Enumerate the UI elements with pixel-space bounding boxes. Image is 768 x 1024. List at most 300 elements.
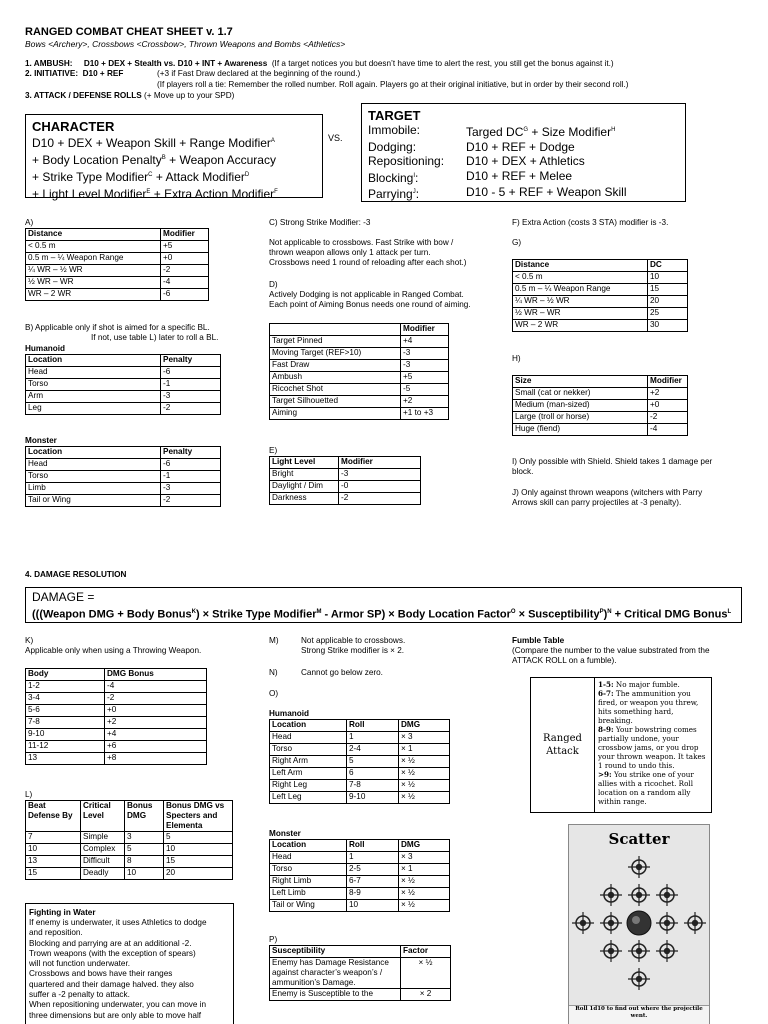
initiative-note-1: (+3 if Fast Draw declared at the beginning of the round.) bbox=[157, 69, 361, 78]
table-row bbox=[26, 459, 221, 471]
target-row-label: Dodging: bbox=[368, 139, 417, 154]
attack-modifier-table bbox=[269, 323, 449, 420]
table-header-cell: Location bbox=[270, 840, 347, 852]
table-cell: Head bbox=[26, 367, 161, 379]
note-i-text-2: block. bbox=[512, 467, 534, 476]
table-cell: Ricochet Shot bbox=[270, 384, 401, 396]
table-row bbox=[513, 284, 688, 296]
table-row bbox=[513, 272, 688, 284]
vs-label: VS. bbox=[328, 133, 343, 143]
table-cell: +2 bbox=[401, 396, 449, 408]
water-line: will not function underwater. bbox=[29, 959, 131, 969]
water-line: quartered and their damage halved. they also bbox=[29, 979, 194, 989]
water-text bbox=[29, 918, 230, 1021]
table-cell: 15 bbox=[26, 868, 81, 880]
scatter-title: Scatter bbox=[608, 830, 670, 848]
table-cell: 5-6 bbox=[26, 705, 105, 717]
ambush-label: 1. AMBUSH: bbox=[25, 59, 73, 68]
table-cell: -3 bbox=[161, 483, 221, 495]
scatter-diagram bbox=[569, 853, 709, 1003]
note-j-text-1: J) Only against thrown weapons (witchers with Parry bbox=[512, 488, 703, 497]
target-row-label: Parrying$^J$: bbox=[368, 187, 420, 201]
table-cell: -1 bbox=[161, 471, 221, 483]
scatter-target-dot bbox=[608, 920, 614, 926]
table-cell: -6 bbox=[161, 367, 221, 379]
table-cell: +1 to +3 bbox=[401, 408, 449, 420]
table-cell: 5 bbox=[164, 832, 233, 844]
table-row bbox=[270, 348, 449, 360]
scatter-center-highlight bbox=[632, 916, 640, 924]
scatter-target-dot bbox=[664, 920, 670, 926]
water-line: suffer a -2 penalty to attack. bbox=[29, 990, 130, 1000]
note-p-label: P) bbox=[269, 935, 278, 944]
note-i-text-1: I) Only possible with Shield. Shield takes 1 damage per bbox=[512, 457, 713, 466]
table-cell: × 1 bbox=[399, 744, 450, 756]
table-cell: +0 bbox=[161, 253, 209, 265]
table-header-cell: Distance bbox=[513, 260, 648, 272]
table-cell: 3 bbox=[125, 832, 164, 844]
table-row bbox=[513, 320, 688, 332]
table-header-cell: Susceptibility bbox=[270, 946, 401, 958]
table-row bbox=[270, 336, 449, 348]
table-cell: 5 bbox=[347, 756, 399, 768]
table-cell: 13 bbox=[26, 753, 105, 765]
table-cell: 15 bbox=[648, 284, 688, 296]
note-c-text-3: Crossbows need 1 round of reloading after each shot.) bbox=[269, 258, 467, 267]
table-cell: 8 bbox=[125, 856, 164, 868]
fumble-entry: 6-7: The ammunition you fired, or weapon you threw, hits something hard, breaking. bbox=[598, 689, 699, 725]
table-row bbox=[270, 900, 450, 912]
table-header-cell: Roll bbox=[347, 840, 399, 852]
table-row bbox=[270, 792, 450, 804]
table-cell: Left Leg bbox=[270, 792, 347, 804]
table-cell: Head bbox=[270, 852, 347, 864]
damage-formula-box bbox=[25, 587, 742, 623]
table-header-cell: Critical Level bbox=[81, 801, 125, 832]
table-cell: 1 bbox=[347, 732, 399, 744]
scatter-target-dot bbox=[692, 920, 698, 926]
note-m-label: M) bbox=[269, 636, 279, 645]
table-header-row bbox=[26, 447, 221, 459]
table-cell: 30 bbox=[648, 320, 688, 332]
table-header-cell: DMG bbox=[399, 720, 450, 732]
table-cell: +4 bbox=[401, 336, 449, 348]
table-cell: 11-12 bbox=[26, 741, 105, 753]
table-header-row bbox=[513, 376, 688, 388]
table-cell: ½ WR – WR bbox=[26, 277, 161, 289]
table-cell: Tail or Wing bbox=[26, 495, 161, 507]
table-cell: 25 bbox=[648, 308, 688, 320]
table-header-cell: Body bbox=[26, 669, 105, 681]
table-row bbox=[26, 241, 209, 253]
table-cell: +4 bbox=[105, 729, 207, 741]
table-cell: Leg bbox=[26, 403, 161, 415]
table-cell: ¼ WR – ½ WR bbox=[513, 296, 648, 308]
susceptibility-table bbox=[269, 945, 451, 1001]
table-header-cell: DMG Bonus bbox=[105, 669, 207, 681]
table-cell: Left Limb bbox=[270, 888, 347, 900]
table-cell: ½ WR – WR bbox=[513, 308, 648, 320]
table-cell: -5 bbox=[401, 384, 449, 396]
table-cell: Right Arm bbox=[270, 756, 347, 768]
table-row bbox=[270, 408, 449, 420]
ambush-formula: D10 + DEX + Stealth vs. D10 + INT + Awareness bbox=[83, 59, 268, 68]
note-d-label: D) bbox=[269, 280, 278, 289]
table-cell: Torso bbox=[270, 864, 347, 876]
table-header-row bbox=[513, 260, 688, 272]
fumble-entry: 8-9: Your bowstring comes partially undone, your crossbow jams, or you drop your thrown weapon. It takes 1 round to undo this. bbox=[598, 725, 706, 770]
table-cell: -3 bbox=[339, 469, 421, 481]
table-header-row bbox=[26, 229, 209, 241]
fumble-text-1: (Compare the number to the value substrated from the bbox=[512, 646, 710, 655]
table-cell: 15 bbox=[164, 856, 233, 868]
table-cell: 10 bbox=[347, 900, 399, 912]
note-h-label: H) bbox=[512, 354, 521, 363]
table-header-row bbox=[26, 355, 221, 367]
table-cell: Deadly bbox=[81, 868, 125, 880]
table-row bbox=[513, 296, 688, 308]
table-row bbox=[270, 732, 450, 744]
target-row-formula: D10 + REF + Melee bbox=[466, 168, 573, 183]
table-row bbox=[26, 265, 209, 277]
table-header-cell: Size bbox=[513, 376, 648, 388]
table-cell: Tail or Wing bbox=[270, 900, 347, 912]
note-o-humanoid: Humanoid bbox=[269, 709, 310, 718]
table-row bbox=[26, 868, 233, 880]
table-cell: Simple bbox=[81, 832, 125, 844]
table-cell: -2 bbox=[648, 412, 688, 424]
table-cell: 7-8 bbox=[26, 717, 105, 729]
table-cell: Huge (fiend) bbox=[513, 424, 648, 436]
damage-label: DAMAGE = bbox=[32, 590, 95, 604]
target-heading: TARGET bbox=[368, 108, 421, 123]
initiative-formula: D10 + REF bbox=[82, 69, 124, 78]
note-k-text: Applicable only when using a Throwing Weapon. bbox=[25, 646, 202, 655]
table-cell: +2 bbox=[105, 717, 207, 729]
note-m-text-1: Not applicable to crossbows. bbox=[301, 636, 406, 645]
fumble-entry: 1-5: No major fumble. bbox=[598, 680, 680, 689]
character-line-4: + Light Level Modifier$^E$ + Extra Action Modifier$^F$ bbox=[32, 187, 278, 201]
table-row bbox=[26, 856, 233, 868]
table-cell: -4 bbox=[105, 681, 207, 693]
water-line: Crossbows and bows have their ranges bbox=[29, 969, 173, 979]
table-header-cell: Light Level bbox=[270, 457, 339, 469]
table-row bbox=[26, 495, 221, 507]
table-header-row bbox=[270, 457, 421, 469]
note-b-text-1: B) Applicable only if shot is aimed for a specific BL. bbox=[25, 323, 210, 332]
table-header-cell: Modifier bbox=[401, 324, 449, 336]
table-row bbox=[26, 277, 209, 289]
table-row bbox=[270, 852, 450, 864]
table-cell: -3 bbox=[401, 360, 449, 372]
note-j-text-2: Arrows skill can parry projectiles at -3 penalty). bbox=[512, 498, 682, 507]
table-header-cell: Modifier bbox=[648, 376, 688, 388]
table-cell: Daylight / Dim bbox=[270, 481, 339, 493]
character-line-3: + Strike Type Modifier$^C$ + Attack Modifier$^D$ bbox=[32, 170, 250, 184]
table-header-cell: DMG bbox=[399, 840, 450, 852]
table-header-cell: Factor bbox=[401, 946, 451, 958]
table-cell: +8 bbox=[105, 753, 207, 765]
table-row bbox=[270, 469, 421, 481]
table-row bbox=[26, 289, 209, 301]
scatter-target-dot bbox=[636, 976, 642, 982]
note-e-label: E) bbox=[269, 446, 278, 455]
table-cell: Arm bbox=[26, 391, 161, 403]
table-cell: -2 bbox=[105, 693, 207, 705]
bl-factor-monster-table bbox=[269, 839, 450, 912]
table-cell: Torso bbox=[270, 744, 347, 756]
table-cell: +5 bbox=[161, 241, 209, 253]
table-cell: +5 bbox=[401, 372, 449, 384]
note-k-label: K) bbox=[25, 636, 34, 645]
note-o-label: O) bbox=[269, 689, 279, 698]
table-header-row bbox=[270, 946, 451, 958]
scatter-figure bbox=[568, 824, 710, 1024]
target-box bbox=[361, 103, 686, 202]
water-title: Fighting in Water bbox=[29, 908, 96, 917]
initiative-label: 2. INITIATIVE: bbox=[25, 69, 79, 78]
table-cell: < 0.5 m bbox=[26, 241, 161, 253]
table-row bbox=[26, 403, 221, 415]
table-row bbox=[26, 729, 207, 741]
table-row bbox=[26, 832, 233, 844]
target-row-formula: D10 + DEX + Athletics bbox=[466, 154, 585, 168]
scatter-target-dot bbox=[580, 920, 586, 926]
table-header-cell: Location bbox=[26, 355, 161, 367]
table-cell: 13 bbox=[26, 856, 81, 868]
table-row bbox=[513, 308, 688, 320]
scatter-target-dot bbox=[608, 892, 614, 898]
table-cell: ¼ WR – ½ WR bbox=[26, 265, 161, 277]
scatter-caption: Roll 1d10 to find out where the projectile went. bbox=[569, 1005, 709, 1024]
table-cell: × ½ bbox=[399, 888, 450, 900]
table-cell: 8-9 bbox=[347, 888, 399, 900]
table-cell: Large (troll or horse) bbox=[513, 412, 648, 424]
fumble-title: Fumble Table bbox=[512, 636, 565, 645]
note-b-monster: Monster bbox=[25, 436, 57, 445]
table-cell: Ambush bbox=[270, 372, 401, 384]
scatter-center-target bbox=[627, 911, 651, 935]
table-row bbox=[26, 471, 221, 483]
table-header-row bbox=[270, 840, 450, 852]
table-cell: 6-7 bbox=[347, 876, 399, 888]
table-cell: -2 bbox=[339, 493, 421, 505]
table-cell: × ½ bbox=[399, 792, 450, 804]
table-row bbox=[270, 888, 450, 900]
note-o-monster: Monster bbox=[269, 829, 301, 838]
note-f-title: F) Extra Action (costs 3 STA) modifier is -3. bbox=[512, 218, 669, 227]
table-cell: -6 bbox=[161, 289, 209, 301]
table-cell: × ½ bbox=[399, 756, 450, 768]
fumble-table bbox=[530, 677, 712, 813]
table-cell: 0.5 m – ¼ Weapon Range bbox=[513, 284, 648, 296]
water-line: three dimensions but are only able to move half bbox=[29, 1010, 202, 1020]
character-box bbox=[25, 114, 323, 201]
table-cell: Aiming bbox=[270, 408, 401, 420]
table-row bbox=[270, 384, 449, 396]
table-header-cell: Roll bbox=[347, 720, 399, 732]
table-row bbox=[26, 483, 221, 495]
table-cell: Darkness bbox=[270, 493, 339, 505]
note-d-text-2: Each point of Aiming Bonus needs one round of aiming. bbox=[269, 300, 471, 309]
scatter-target-dot bbox=[664, 892, 670, 898]
table-cell: 10 bbox=[125, 868, 164, 880]
table-row bbox=[26, 753, 207, 765]
table-cell: 3-4 bbox=[26, 693, 105, 705]
table-cell: 10 bbox=[164, 844, 233, 856]
table-row bbox=[26, 253, 209, 265]
damage-section-title: 4. DAMAGE RESOLUTION bbox=[25, 570, 127, 579]
table-cell: 1-2 bbox=[26, 681, 105, 693]
table-cell: +0 bbox=[105, 705, 207, 717]
table-row bbox=[270, 989, 451, 1001]
table-cell: Complex bbox=[81, 844, 125, 856]
note-m-text-2: Strong Strike modifier is × 2. bbox=[301, 646, 405, 655]
table-cell: × 3 bbox=[399, 732, 450, 744]
body-bonus-table bbox=[25, 668, 207, 765]
water-line: and reposition. bbox=[29, 928, 83, 938]
water-box bbox=[25, 903, 234, 1024]
range-modifier-table bbox=[25, 228, 209, 301]
scatter-target-dot bbox=[608, 948, 614, 954]
table-cell: Right Limb bbox=[270, 876, 347, 888]
fumble-entries bbox=[595, 678, 711, 812]
table-header-cell: Location bbox=[26, 447, 161, 459]
table-cell: × ½ bbox=[399, 768, 450, 780]
table-cell: -2 bbox=[161, 265, 209, 277]
table-cell: Target Silhouetted bbox=[270, 396, 401, 408]
light-level-table bbox=[269, 456, 421, 505]
scatter-target-dot bbox=[664, 948, 670, 954]
table-cell: Fast Draw bbox=[270, 360, 401, 372]
table-cell: Left Arm bbox=[270, 768, 347, 780]
table-cell: -3 bbox=[161, 391, 221, 403]
table-cell: 7-8 bbox=[347, 780, 399, 792]
note-c-text-1: Not applicable to crossbows. Fast Strike with bow / bbox=[269, 238, 454, 247]
critical-table bbox=[25, 800, 233, 880]
note-b-text-2: If not, use table L) later to roll a BL. bbox=[91, 333, 219, 342]
target-dc-table bbox=[512, 259, 688, 332]
initiative-note-2: (If players roll a tie: Remember the rolled number. Roll again. Players go at their original initiative, but in order by their second roll.) bbox=[157, 80, 629, 89]
table-cell: WR – 2 WR bbox=[513, 320, 648, 332]
table-row bbox=[26, 693, 207, 705]
table-row bbox=[270, 876, 450, 888]
table-cell: × 1 bbox=[399, 864, 450, 876]
table-cell: Bright bbox=[270, 469, 339, 481]
table-header-cell: Distance bbox=[26, 229, 161, 241]
note-d-text-1: Actively Dodging is not applicable in Ranged Combat. bbox=[269, 290, 464, 299]
table-header-row bbox=[270, 324, 449, 336]
table-cell: Head bbox=[26, 459, 161, 471]
ambush-line bbox=[25, 59, 614, 69]
scatter-target-dot bbox=[636, 892, 642, 898]
table-cell: -0 bbox=[339, 481, 421, 493]
table-row bbox=[513, 424, 688, 436]
table-row bbox=[26, 391, 221, 403]
table-cell: Enemy has Damage Resistance against character’s weapon’s / ammunition’s Damage. bbox=[270, 958, 401, 989]
table-row bbox=[270, 768, 450, 780]
fumble-category: Ranged Attack bbox=[531, 678, 595, 812]
water-line: Trown weapons (with the exception of spears) bbox=[29, 948, 196, 958]
bl-humanoid-table bbox=[25, 354, 221, 415]
table-cell: 9-10 bbox=[347, 792, 399, 804]
table-cell: -4 bbox=[161, 277, 209, 289]
initiative-line bbox=[25, 69, 123, 79]
table-cell: Enemy is Susceptible to the bbox=[270, 989, 401, 1001]
table-cell: -3 bbox=[401, 348, 449, 360]
table-header-cell: Modifier bbox=[339, 457, 421, 469]
table-row bbox=[26, 367, 221, 379]
bl-monster-table bbox=[25, 446, 221, 507]
table-header-row bbox=[26, 801, 233, 832]
attack-label: 3. ATTACK / DEFENSE ROLLS bbox=[25, 91, 142, 100]
water-line: Blocking and parrying are at an additional -2. bbox=[29, 938, 192, 948]
target-row-label: Blocking$^I$: bbox=[368, 170, 419, 185]
table-cell: Difficult bbox=[81, 856, 125, 868]
table-header-row bbox=[26, 669, 207, 681]
note-g-label: G) bbox=[512, 238, 522, 247]
table-cell: Medium (man-sized) bbox=[513, 400, 648, 412]
table-cell: WR – 2 WR bbox=[26, 289, 161, 301]
table-header-cell: Bonus DMG bbox=[125, 801, 164, 832]
table-cell: × ½ bbox=[401, 958, 451, 989]
attack-note: (+ Move up to your SPD) bbox=[144, 91, 235, 100]
table-cell: Right Leg bbox=[270, 780, 347, 792]
table-cell: 20 bbox=[164, 868, 233, 880]
target-row-formula: D10 - 5 + REF + Weapon Skill bbox=[466, 185, 627, 199]
scatter-target-dot bbox=[636, 864, 642, 870]
scatter-target-dot bbox=[636, 948, 642, 954]
table-cell: < 0.5 m bbox=[513, 272, 648, 284]
table-cell: -2 bbox=[161, 495, 221, 507]
table-cell: +0 bbox=[648, 400, 688, 412]
page-subtitle: Bows <Archery>, Crossbows <Crossbow>, Thrown Weapons and Bombs <Athletics> bbox=[25, 39, 346, 49]
table-cell: 2-4 bbox=[347, 744, 399, 756]
note-l-label: L) bbox=[25, 790, 33, 799]
table-header-cell: DC bbox=[648, 260, 688, 272]
table-row bbox=[270, 396, 449, 408]
table-row bbox=[270, 756, 450, 768]
table-cell: × ½ bbox=[399, 780, 450, 792]
table-cell: -1 bbox=[161, 379, 221, 391]
table-row bbox=[270, 481, 421, 493]
table-cell: 10 bbox=[648, 272, 688, 284]
table-row bbox=[270, 372, 449, 384]
table-header-cell bbox=[270, 324, 401, 336]
table-cell: -6 bbox=[161, 459, 221, 471]
table-cell: 7 bbox=[26, 832, 81, 844]
table-row bbox=[513, 388, 688, 400]
note-n-text: Cannot go below zero. bbox=[301, 668, 383, 677]
table-row bbox=[270, 493, 421, 505]
bl-factor-humanoid-table bbox=[269, 719, 450, 804]
table-cell: 9-10 bbox=[26, 729, 105, 741]
table-cell: Limb bbox=[26, 483, 161, 495]
table-cell: +2 bbox=[648, 388, 688, 400]
table-cell: × ½ bbox=[399, 876, 450, 888]
table-header-cell: Modifier bbox=[161, 229, 209, 241]
table-row bbox=[26, 705, 207, 717]
character-line-1: D10 + DEX + Weapon Skill + Range Modifier$^A$ bbox=[32, 136, 275, 150]
table-cell: 2-5 bbox=[347, 864, 399, 876]
table-row bbox=[26, 681, 207, 693]
table-header-cell: Beat Defense By bbox=[26, 801, 81, 832]
table-cell: -2 bbox=[161, 403, 221, 415]
table-cell: -4 bbox=[648, 424, 688, 436]
target-row-label: Immobile: bbox=[368, 123, 421, 137]
table-cell: 5 bbox=[125, 844, 164, 856]
character-heading: CHARACTER bbox=[32, 119, 115, 134]
